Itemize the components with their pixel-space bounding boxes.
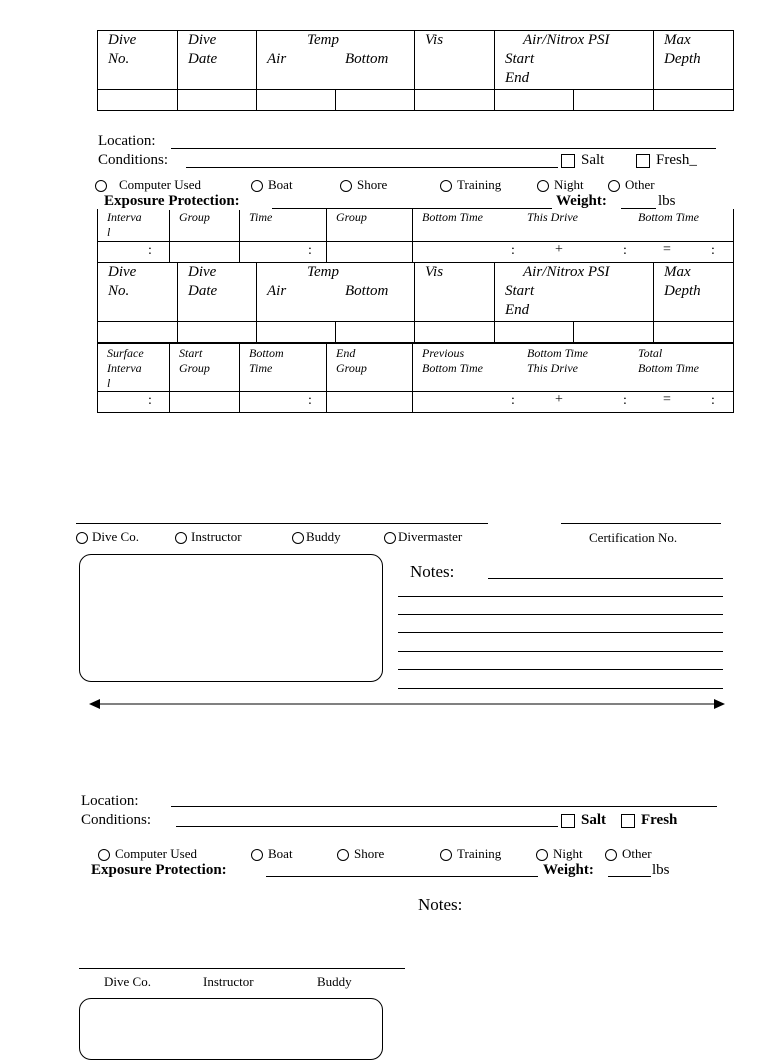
location-line[interactable] [171, 148, 716, 149]
dive-co-option[interactable]: Dive Co. [76, 529, 139, 545]
double-arrow-icon [89, 697, 725, 711]
clipped-bottom-time-header: Time [249, 210, 273, 224]
shore-option[interactable]: Shore [340, 177, 387, 193]
radio-icon[interactable] [340, 180, 352, 192]
dive-date-header: Dive Date [188, 264, 218, 299]
temp-air-header: Air [267, 51, 287, 67]
radio-icon[interactable] [536, 849, 548, 861]
dive-no-cell[interactable] [98, 90, 178, 111]
radio-icon[interactable] [384, 532, 396, 544]
bottom-time-this-drive-header: Bottom Time This Drive [527, 346, 589, 375]
certification-line[interactable] [561, 523, 721, 524]
clipped-start-group-header: Group [179, 210, 210, 224]
weight-line-2[interactable] [608, 876, 651, 877]
radio-icon[interactable] [337, 849, 349, 861]
psi-start-header: Start [505, 283, 535, 299]
training-option-2[interactable]: Training [440, 846, 501, 862]
other-option-2[interactable]: Other [605, 846, 652, 862]
notes-label-2: Notes: [418, 895, 463, 914]
signature-line[interactable] [76, 523, 488, 524]
clipped-end-group-header: Group [336, 210, 367, 224]
exposure-protection-label: Exposure Protection: [104, 193, 240, 209]
divermaster-option[interactable]: Divermaster [384, 529, 462, 545]
buddy-label-2: Buddy [317, 974, 352, 989]
vis-header: Vis [425, 32, 444, 48]
instructor-label-2: Instructor [203, 974, 254, 989]
vis-header: Vis [425, 264, 444, 280]
lbs-label: lbs [658, 193, 676, 209]
psi-end-header: End [505, 302, 530, 318]
clipped-end-group-cell[interactable] [327, 242, 413, 263]
previous-bottom-time-header: Previous Bottom Time [422, 346, 484, 375]
temp-header: Temp [307, 264, 339, 280]
dive-date-header: Dive Date [188, 32, 218, 67]
radio-icon[interactable] [98, 849, 110, 861]
stamp-box[interactable] [79, 554, 383, 682]
max-depth-header: Max Depth [664, 32, 701, 67]
psi-header: Air/Nitrox PSI [523, 264, 610, 280]
clipped-totals-cell[interactable]: : + : = : [413, 242, 734, 263]
notes-line-5[interactable] [398, 651, 723, 652]
dive-date-cell[interactable] [178, 322, 257, 343]
stamp-box-2[interactable] [79, 998, 383, 1060]
bottom-time-table [97, 343, 734, 413]
bottom-temp-cell[interactable] [336, 90, 415, 111]
exposure-protection-label-2: Exposure Protection: [91, 862, 227, 878]
bottom-temp-cell[interactable] [336, 322, 415, 343]
radio-icon[interactable] [251, 180, 263, 192]
shore-option-2[interactable]: Shore [337, 846, 384, 862]
conditions-label-2: Conditions: [81, 812, 152, 828]
temp-header: Temp [307, 32, 339, 48]
salt-option[interactable] [561, 152, 604, 169]
radio-icon[interactable] [251, 849, 263, 861]
dive-no-header: Dive No. [108, 32, 137, 67]
notes-line-7[interactable] [398, 688, 723, 689]
computer-used-option[interactable]: Computer Used [95, 177, 201, 193]
other-option[interactable]: Other [608, 177, 655, 193]
double-arrow-divider [89, 697, 725, 711]
max-depth-cell[interactable] [654, 90, 734, 111]
temp-bottom-header: Bottom [345, 283, 389, 299]
vis-cell[interactable] [415, 90, 495, 111]
bottom-time-cell[interactable]: : [240, 392, 327, 413]
salt-label: Salt [581, 812, 607, 828]
clipped-start-group-cell[interactable] [170, 242, 240, 263]
psi-end-cell[interactable] [574, 90, 654, 111]
total-bottom-time-header: Total Bottom Time [638, 346, 700, 375]
location-label-2: Location: [81, 793, 139, 809]
psi-end-cell[interactable] [574, 322, 654, 343]
start-group-header: Start Group [179, 346, 210, 375]
clipped-previous-header: Bottom Time [422, 210, 484, 224]
temp-bottom-header: Bottom [345, 51, 389, 67]
air-temp-cell[interactable] [257, 90, 336, 111]
notes-line-2[interactable] [398, 596, 723, 597]
clipped-surface-interval-cell[interactable]: : [98, 242, 170, 263]
start-group-cell[interactable] [170, 392, 240, 413]
clipped-bottom-time-cell[interactable]: : [240, 242, 327, 263]
psi-start-cell[interactable] [495, 322, 574, 343]
computer-used-option-2[interactable]: Computer Used [98, 846, 197, 862]
psi-start-header: Start [505, 51, 535, 67]
fresh-trailing-underscore: _ [689, 152, 697, 168]
salt-checkbox[interactable] [561, 154, 575, 168]
conditions-line-2[interactable] [176, 826, 558, 827]
boat-option[interactable]: Boat [251, 177, 293, 193]
weight-label-2: Weight: [543, 862, 594, 878]
max-depth-cell[interactable] [654, 322, 734, 343]
vis-cell[interactable] [415, 322, 495, 343]
boat-option-2[interactable]: Boat [251, 846, 293, 862]
clipped-surface-interval-header: Interva l [107, 210, 142, 239]
dive-no-header: Dive No. [108, 264, 137, 299]
fresh-label: Fresh [641, 812, 678, 828]
notes-line-4[interactable] [398, 632, 723, 633]
location-line-2[interactable] [171, 806, 717, 807]
exposure-protection-line-2[interactable] [266, 876, 538, 877]
dive-log-table-1 [97, 30, 734, 111]
totals-cell[interactable]: : + : = : [413, 392, 734, 413]
night-option-2[interactable]: Night [536, 846, 583, 862]
clipped-total-header: Bottom Time [638, 210, 700, 224]
lbs-label-2: lbs [652, 862, 670, 878]
salt-option-2[interactable] [561, 812, 606, 829]
notes-label: Notes: [410, 562, 455, 581]
notes-line-6[interactable] [398, 669, 723, 670]
conditions-label: Conditions: [98, 152, 169, 168]
weight-label: Weight: [556, 193, 607, 209]
salt-checkbox[interactable] [561, 814, 575, 828]
weight-line[interactable] [621, 208, 656, 209]
dive-no-cell[interactable] [98, 322, 178, 343]
training-option[interactable]: Training [440, 177, 501, 193]
radio-icon[interactable] [76, 532, 88, 544]
radio-icon[interactable] [440, 180, 452, 192]
psi-start-cell[interactable] [495, 90, 574, 111]
location-label: Location: [98, 133, 156, 149]
instructor-option[interactable]: Instructor [175, 529, 242, 545]
fresh-checkbox[interactable] [636, 154, 650, 168]
notes-line-3[interactable] [398, 614, 723, 615]
fresh-label: Fresh [656, 152, 690, 168]
end-group-header: End Group [336, 346, 367, 375]
dive-date-cell[interactable] [178, 90, 257, 111]
dive-log-table-2 [97, 262, 734, 343]
fresh-option-2[interactable] [621, 812, 677, 829]
bottom-time-header: Bottom Time [249, 346, 284, 375]
salt-label: Salt [581, 152, 605, 168]
fresh-option[interactable] [636, 152, 697, 169]
radio-icon[interactable] [440, 849, 452, 861]
psi-header: Air/Nitrox PSI [523, 32, 610, 48]
radio-icon[interactable] [95, 180, 107, 192]
buddy-option[interactable]: Buddy [292, 529, 341, 545]
radio-icon[interactable] [608, 180, 620, 192]
notes-line-1[interactable] [488, 578, 723, 579]
temp-air-header: Air [267, 283, 287, 299]
radio-icon[interactable] [605, 849, 617, 861]
clipped-this-drive-header: This Drive [527, 210, 578, 224]
air-temp-cell[interactable] [257, 322, 336, 343]
fresh-checkbox[interactable] [621, 814, 635, 828]
certification-no-label: Certification No. [589, 530, 678, 545]
dive-co-label-2: Dive Co. [104, 974, 151, 989]
max-depth-header: Max Depth [664, 264, 701, 299]
surface-interval-cell[interactable]: : [98, 392, 170, 413]
end-group-cell[interactable] [327, 392, 413, 413]
exposure-protection-line[interactable] [272, 208, 552, 209]
signature-line-2[interactable] [79, 968, 405, 969]
radio-icon[interactable] [292, 532, 304, 544]
surface-interval-header: Surface Interva l [107, 346, 144, 390]
conditions-line[interactable] [186, 167, 558, 168]
psi-end-header: End [505, 70, 530, 86]
radio-icon[interactable] [537, 180, 549, 192]
radio-icon[interactable] [175, 532, 187, 544]
night-option[interactable]: Night [537, 177, 584, 193]
